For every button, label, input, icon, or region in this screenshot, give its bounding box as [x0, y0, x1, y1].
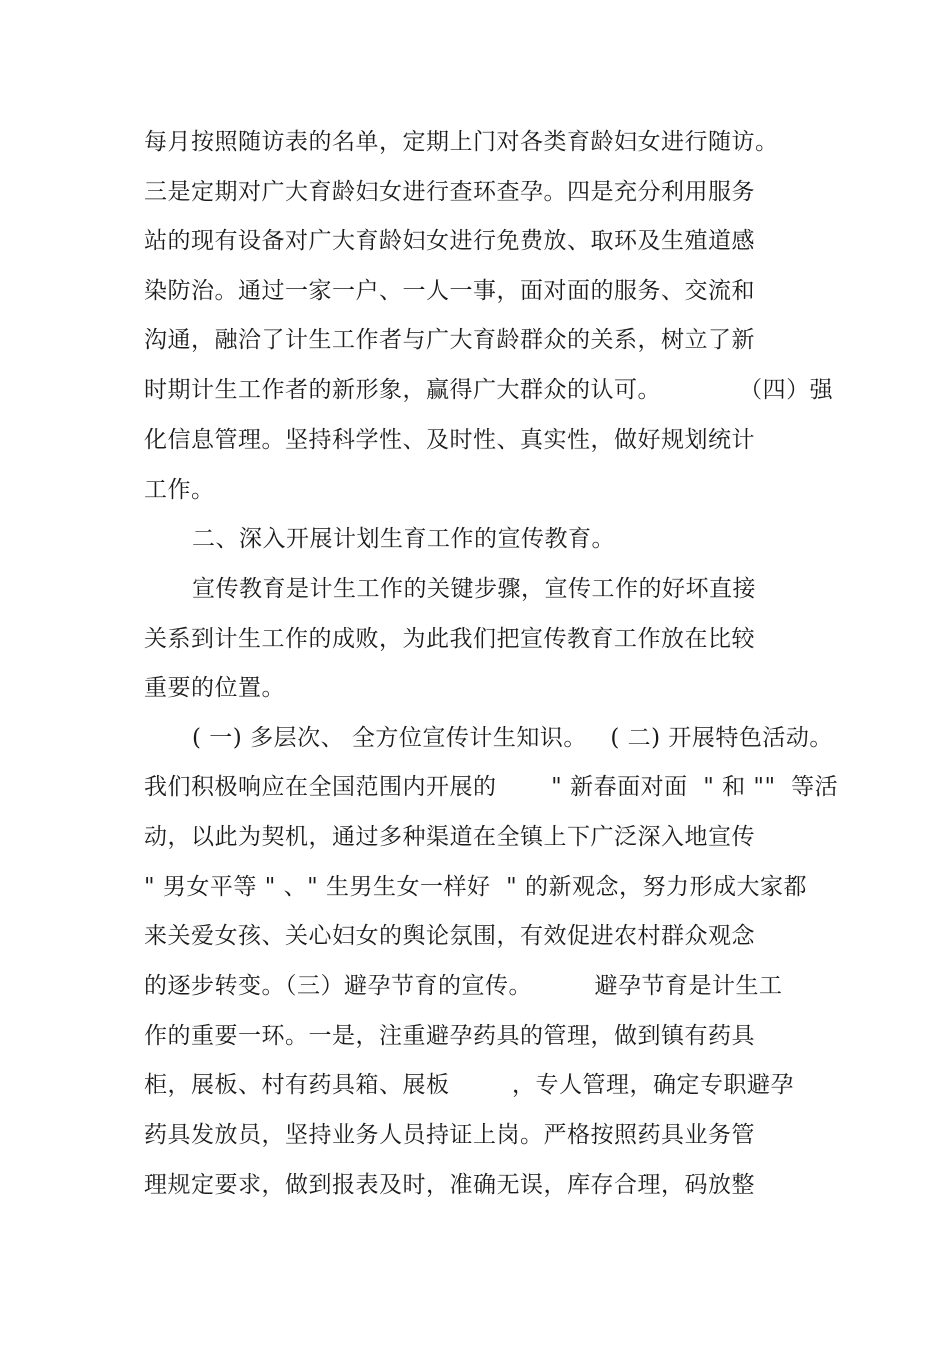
text-line: 重要的位置。 [144, 675, 285, 701]
section-heading: 二、深入开展计划生育工作的宣传教育。 [192, 526, 615, 552]
text-line: 柜，展板、村有药具箱、展板 ，专人管理，确定专职避孕 [144, 1072, 794, 1098]
text-line: 化信息管理。坚持科学性、及时性、真实性，做好规划统计 [144, 427, 755, 453]
text-line: 每月按照随访表的名单，定期上门对各类育龄妇女进行随访。 [144, 129, 779, 155]
text-line: 沟通，融洽了计生工作者与广大育龄群众的关系，树立了新 [144, 327, 755, 353]
text-line: 宣传教育是计生工作的关键步骤，宣传工作的好坏直接 [192, 576, 756, 602]
text-line: 时期计生工作者的新形象，赢得广大群众的认可。 （四）强 [144, 377, 834, 403]
text-line: 染防治。通过一家一户、一人一事，面对面的服务、交流和 [144, 278, 755, 304]
text-line: 药具发放员，坚持业务人员持证上岗。严格按照药具业务管 [144, 1122, 755, 1148]
text-line: " 男女平等 " 、" 生男生女一样好 " 的新观念，努力形成大家都 [144, 874, 807, 900]
text-line: 工作。 [144, 477, 215, 503]
text-line: ( 一) 多层次、 全方位宣传计生知识。 ( 二) 开展特色活动。 [192, 725, 833, 751]
text-line: 的逐步转变。（三）避孕节育的宣传。 避孕节育是计生工 [144, 973, 783, 999]
text-line: 作的重要一环。一是，注重避孕药具的管理，做到镇有药具 [144, 1023, 755, 1049]
text-line: 动，以此为契机，通过多种渠道在全镇上下广泛深入地宣传 [144, 824, 755, 850]
text-line: 三是定期对广大育龄妇女进行查环查孕。四是充分利用服务 [144, 179, 755, 205]
text-line: 来关爱女孩、关心妇女的舆论氛围，有效促进农村群众观念 [144, 923, 755, 949]
text-line: 站的现有设备对广大育龄妇女进行免费放、取环及生殖道感 [144, 228, 755, 254]
text-line: 我们积极响应在全国范围内开展的 " 新春面对面 " 和 "" 等活 [144, 774, 839, 800]
text-line: 理规定要求，做到报表及时，准确无误，库存合理，码放整 [144, 1172, 755, 1198]
text-line: 关系到计生工作的成败，为此我们把宣传教育工作放在比较 [144, 626, 755, 652]
